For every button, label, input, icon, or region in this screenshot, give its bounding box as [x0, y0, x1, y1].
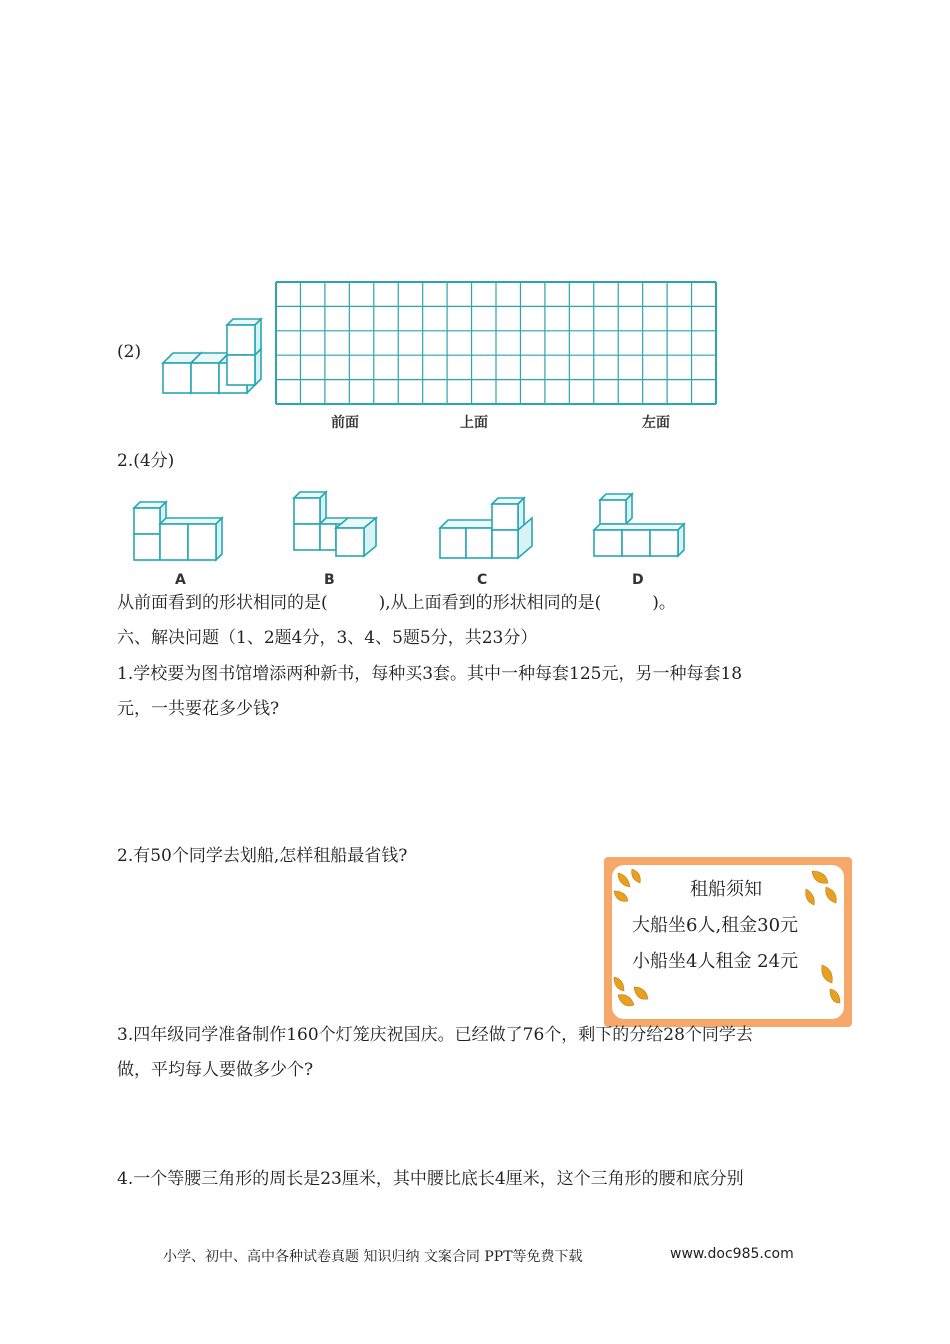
footer-text: 小学、初中、高中各种试卷真题 知识归纳 文案合同 PPT等免费下载: [163, 1249, 583, 1265]
shape-option-c: [438, 492, 538, 564]
notice-small-boat: 小船坐4人租金 24元: [632, 951, 799, 972]
notice-inner: [612, 865, 844, 1019]
shape-option-a-label: A: [175, 572, 186, 588]
shape-option-b: [292, 490, 392, 562]
shape-option-a: [132, 492, 232, 564]
problem-1-line-1: 1.学校要为图书馆增添两种新书，每种买3套。其中一种每套125元，另一种每套18: [117, 664, 743, 684]
problem-2: 2.有50个同学去划船,怎样租船最省钱?: [117, 846, 408, 866]
problem-3-line-1: 3.四年级同学准备制作160个灯笼庆祝国庆。已经做了76个，剩下的分给28个同学去: [117, 1025, 753, 1045]
problem-1-line-2: 元，一共要花多少钱?: [117, 699, 280, 719]
cube-figure-2: [158, 315, 268, 405]
shape-question: 从前面看到的形状相同的是( ),从上面看到的形状相同的是( )。: [117, 593, 676, 613]
question-2-label: (2): [117, 342, 142, 362]
problem-4-line-1: 4.一个等腰三角形的周长是23厘米，其中腰比底长4厘米，这个三角形的腰和底分别: [117, 1169, 744, 1189]
notice-large-boat: 大船坐6人,租金30元: [632, 915, 799, 936]
problem-3-line-2: 做，平均每人要做多少个?: [117, 1060, 314, 1080]
footer-url[interactable]: www.doc985.com: [670, 1246, 794, 1262]
shape-option-d: [592, 490, 692, 562]
section-6-heading: 六、解决问题（1、2题4分，3、4、5题5分，共23分）: [117, 628, 538, 648]
grid-label-left: 左面: [642, 415, 670, 431]
shape-option-b-label: B: [324, 572, 335, 588]
grid-label-top: 上面: [460, 415, 488, 431]
cube: [227, 319, 261, 355]
shape-option-c-label: C: [477, 572, 488, 588]
question-2-title: 2.(4分): [117, 451, 175, 471]
drawing-grid: [275, 281, 717, 405]
notice-title: 租船须知: [690, 879, 762, 900]
grid-label-front: 前面: [331, 415, 359, 431]
boat-rental-notice: [604, 857, 852, 1027]
cube: [227, 349, 261, 385]
shape-option-d-label: D: [632, 572, 644, 588]
